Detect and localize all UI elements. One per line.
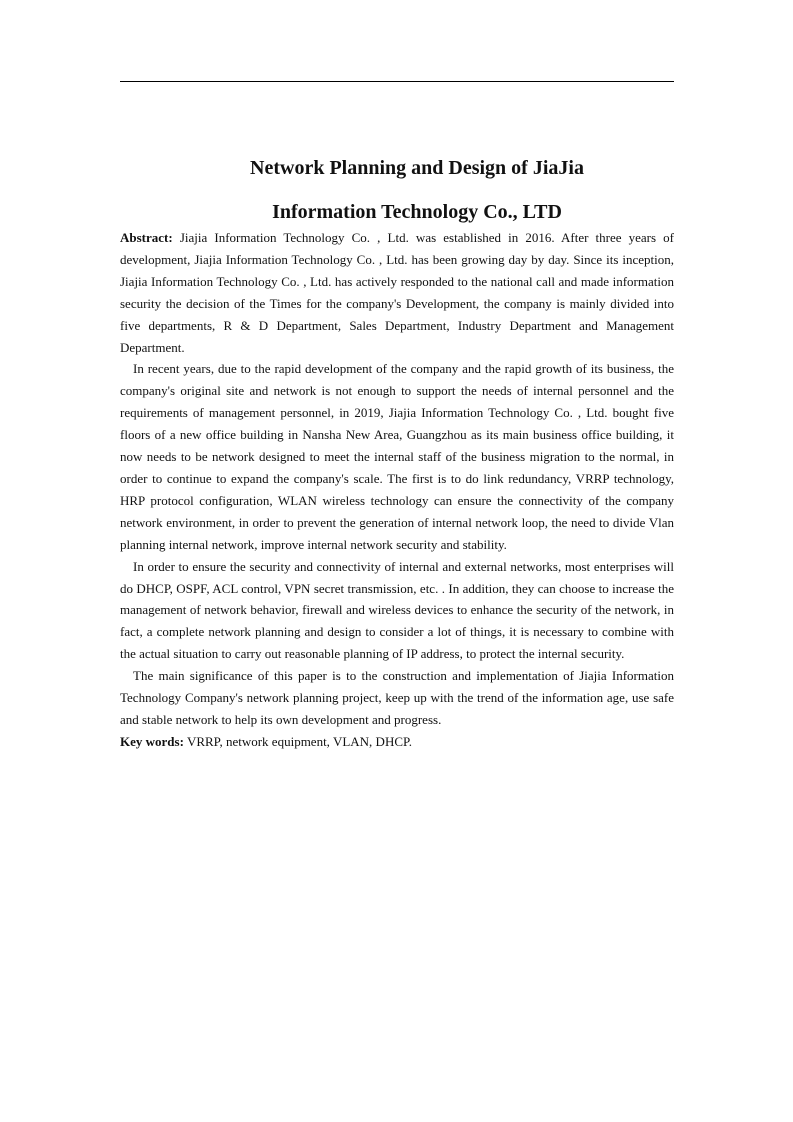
header-rule [120, 81, 674, 82]
keywords-label: Key words: [120, 733, 184, 749]
keywords-paragraph [120, 731, 674, 753]
body-paragraph-1: In recent years, due to the rapid development of the company and the rapid growth of its business, the company's original site and network is not enough to support the needs of internal personnel and the requirements of management personnel, in 2019, Jiajia Information Technology Co. , Ltd. bought five floors of a new office building in Nansha New Area, Guangzhou as its main business office building, it now needs to be network designed to meet the internal staff of the business migration to the normal, in order to continue to expand the company's scale. The first is to do link redundancy, VRRP technology, HRP protocol configuration, WLAN wireless technology can ensure the connectivity of the company network environment, in order to prevent the generation of internal network loop, the need to divide Vlan planning internal network, improve internal network security and stability. [120, 361, 674, 552]
abstract-label: Abstract: [120, 230, 173, 245]
keywords-text: VRRP, network equipment, VLAN, DHCP. [186, 733, 413, 749]
paper-title-line-1: Network Planning and Design of JiaJia [250, 157, 584, 179]
body-paragraph-2: In order to ensure the security and connectivity of internal and external networks, most enterprises will do DHCP, OSPF, ACL control, VPN secret transmission, etc. . In addition, they can choose to increase the management of network behavior, firewall and wireless devices to enhance the security of the network, in fact, a complete network planning and design to consider a lot of things, it is necessary to combine with the actual situation to carry out reasonable planning of IP address, to protect the internal security. [120, 558, 674, 662]
abstract-text: Jiajia Information Technology Co. , Ltd. was established in 2016. After three years of development, Jiajia Information Technology Co. , Ltd. has been growing day by day. Since its inception, Jiajia Information Technology Co. , Ltd. has actively responded to the national call and made information security the decision of the Times for the company's Development, the company is mainly divided into five departments, R & D Department, Sales Department, Industry Department and Management Department. [120, 230, 674, 355]
paper-title-line-2: Information Technology Co., LTD [272, 201, 562, 223]
abstract-paragraph [120, 227, 674, 358]
abstract-section [120, 227, 674, 753]
body-paragraph-3: The main significance of this paper is to the construction and implementation of Jiajia Information Technology Company's network planning project, keep up with the trend of the information age, use safe and stable network to help its own development and progress. [120, 668, 674, 727]
paper-title [120, 146, 714, 234]
